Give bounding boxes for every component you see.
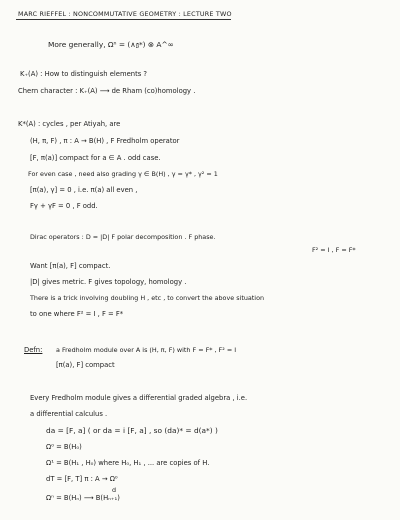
note-line: Ωⁿ = B(Hₙ) ⟶ B(Hₙ₊₁) (46, 494, 120, 502)
note-line: Want [π(a), F] compact. (30, 262, 111, 270)
note-line: Dirac operators : D = |D| F polar decomposition . F phase. (30, 233, 216, 241)
note-line: Fγ + γF = 0 , F odd. (30, 202, 98, 210)
arrow-label: d (112, 486, 117, 494)
note-line: There is a trick involving doubling H , etc , to convert the above situation (30, 294, 265, 302)
note-line: Every Fredholm module gives a differential graded algebra , i.e. (30, 394, 248, 402)
note-line: K*(A) : cycles , per Atiyah, are (18, 120, 121, 128)
note-line: a differential calculus . (30, 410, 108, 418)
page-header: MARC RIEFFEL : NONCOMMUTATIVE GEOMETRY : LECTURE TWO (18, 10, 232, 18)
header-rule (16, 19, 231, 20)
note-line: da = [F, a] ( or da = i [F, a] , so (da)* = d(a*) ) (46, 426, 218, 435)
note-line: [F, π(a)] compact for a ∈ A . odd case. (30, 154, 161, 162)
note-line: More generally, Ωⁿ = (∧𝔤*) ⊗ A^∞ (48, 40, 174, 49)
note-line: For even case , need also grading γ ∈ B(H) , γ = γ* , γ² = 1 (28, 170, 218, 178)
note-line: F² = I , F = F* (312, 246, 356, 254)
note-line: Chern character : K₊(A) ⟶ de Rham (co)homology . (18, 87, 196, 95)
definition-label: Defn: (24, 346, 43, 354)
note-line: K₊(A) : How to distinguish elements ? (20, 70, 148, 78)
note-line: to one where F² = I , F = F* (30, 310, 124, 318)
note-line: Ω¹ = B(H₁ , H₀) where H₀, H₁ , ... are copies of H. (46, 459, 210, 467)
note-line: dT = [F, T] π : A → Ω⁰ (46, 475, 118, 483)
note-line: |D| gives metric. F gives topology, homology . (30, 278, 187, 286)
note-line: [π(a), F] compact (56, 361, 115, 369)
note-line: a Fredholm module over A is (H, π, F) with F = F* , F² = I (56, 346, 237, 354)
note-line: [π(a), γ] = 0 , i.e. π(a) all even , (30, 186, 138, 194)
note-line: (H, π, F) , π : A → B(H) , F Fredholm operator (30, 137, 180, 145)
note-line: Ω⁰ = B(H₀) (46, 443, 82, 451)
